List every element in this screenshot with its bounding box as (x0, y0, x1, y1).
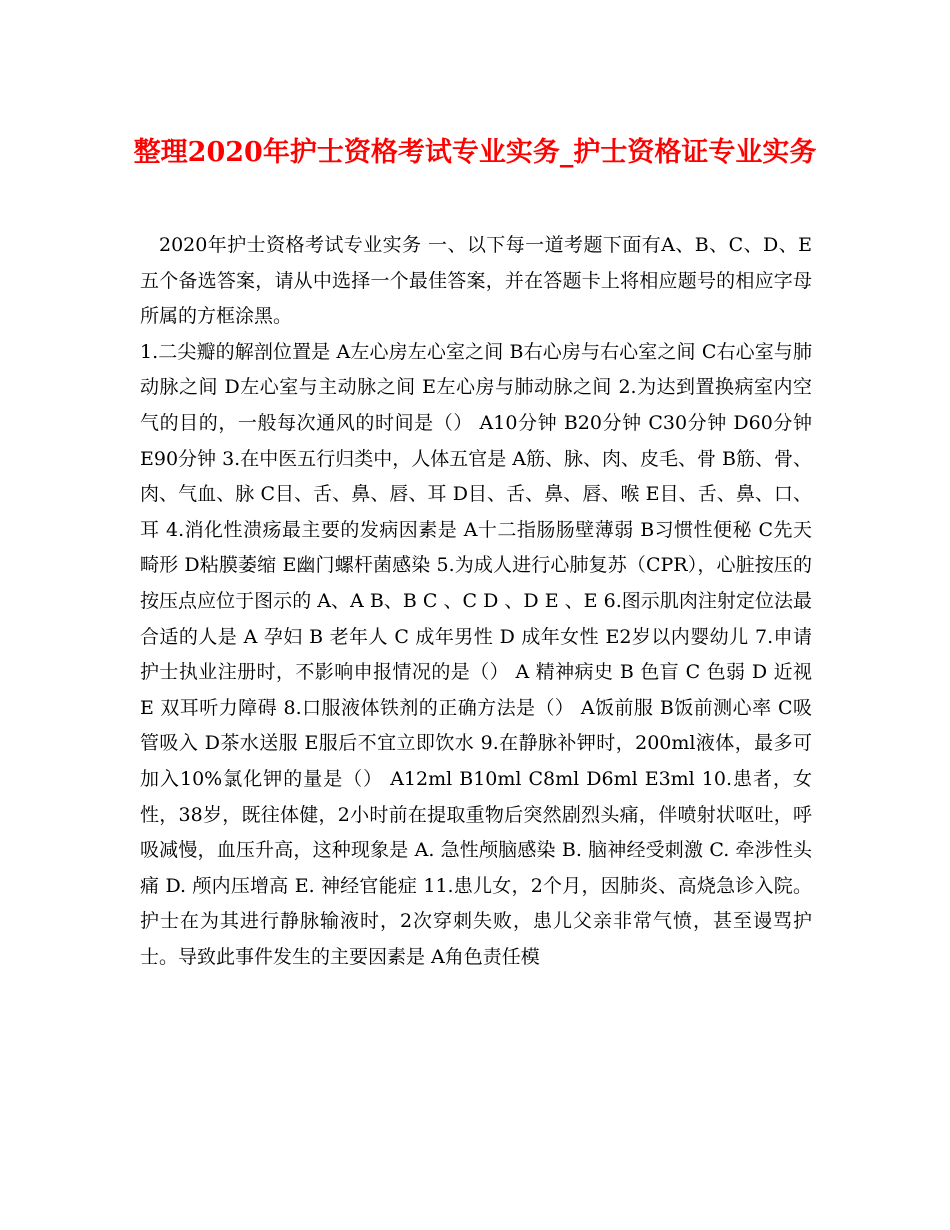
document-body (140, 228, 812, 975)
intro-paragraph: 2020年护士资格考试专业实务 一、以下每一道考题下面有A、B、C、D、E五个备选答案，请从中选择一个最佳答案，并在答题卡上将相应题号的相应字母所属的方框涂黑。 (140, 234, 812, 328)
questions-paragraph: 1.二尖瓣的解剖位置是 A左心房左心室之间 B右心房与右心室之间 C右心室与肺动脉之间 D左心室与主动脉之间 E左心房与肺动脉之间 2.为达到置换病室内空气的目的，一般每次通风的时间是（） A10分钟 B20分钟 C30分钟 D60分钟 E90分钟 3.在中医五行归类中，人体五官是 A筋、脉、肉、皮毛、骨 B筋、骨、肉、气血、脉 C目、舌、鼻、唇、耳 D目、舌、鼻、唇、喉 E目、舌、鼻、口、耳 4.消化性溃疡最主要的发病因素是 A十二指肠肠壁薄弱 B习惯性便秘 C先天畸形 D粘膜萎缩 E幽门螺杆菌感染 5.为成人进行心肺复苏（CPR），心脏按压的按压点应位于图示的 A、A B、B C 、C D 、D E 、E 6.图示肌肉注射定位法最合适的人是 A 孕妇 B 老年人 C 成年男性 D 成年女性 E2岁以内婴幼儿 7.申请护士执业注册时，不影响申报情况的是（） A 精神病史 B 色盲 C 色弱 D 近视 E 双耳听力障碍 8.口服液体铁剂的正确方法是（） A饭前服 B饭前测心率 C吸管吸入 D茶水送服 E服后不宜立即饮水 9.在静脉补钾时，200ml液体，最多可加入10%氯化钾的量是（） A12ml B10ml C8ml D6ml E3ml 10.患者，女性，38岁，既往体健，2小时前在提取重物后突然剧烈头痛，伴喷射状呕吐，呼吸减慢，血压升高，这种现象是 A. 急性颅脑感染 B. 脑神经受刺激 C. 牵涉性头痛 D. 颅内压增高 E. 神经官能症 11.患儿女，2个月，因肺炎、高烧急诊入院。护士在为其进行静脉输液时，2次穿刺失败，患儿父亲非常气愤，甚至谩骂护士。导致此事件发生的主要因素是 A角色责任模 (140, 340, 812, 968)
document-title: 整理2020年护士资格考试专业实务_护士资格证专业实务 (133, 137, 817, 168)
